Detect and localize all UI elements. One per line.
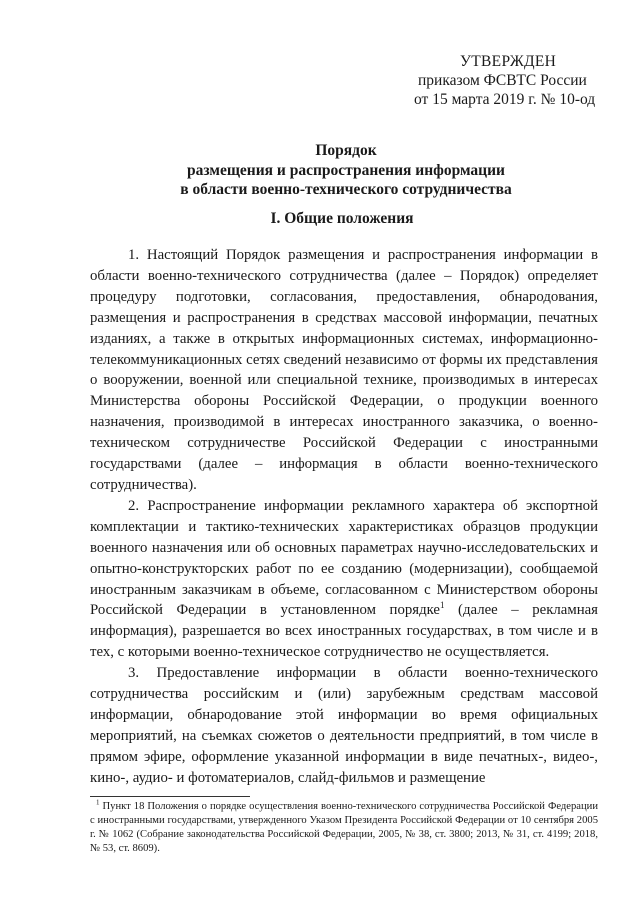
approval-order: приказом ФСВТС России <box>418 72 587 89</box>
document-title <box>0 141 640 200</box>
paragraph-3: 3. Предоставление информации в области военно-технического сотрудничества российским и (или) зарубежным средствам массовой информации, обнародование этой информации во время официальных мероприятий, на съемках сюжетов о деятельности предприятий, в том числе в прямом эфире, оформление указанной информации в виде печатных-, видео-, кино-, аудио- и фотоматериалов, слайд-фильмов и размещение <box>90 665 598 786</box>
paragraph-1: 1. Настоящий Порядок размещения и распространения информации в области военно-технического сотрудничества (далее – Порядок) определяет процедуру подготовки, согласования, предоставления, обнародования, размещения и распространения в средствах массовой информации, печатных изданиях, а также в открытых информационных системах, информационно-телекоммуникационных сетях сведений независимо от формы их представления о вооружении, военной или специальной технике, производимых в интересах Министерства обороны Российской Федерации, о продукции военного назначения, производимой в интересах иностранного заказчика, о военно-техническом сотрудничестве Российской Федерации с иностранными государствами (далее – информация в области военно-технического сотрудничества). <box>90 247 598 493</box>
document-body <box>90 245 598 789</box>
title-line-1: Порядок <box>315 142 377 159</box>
footnote-mark: 1 <box>96 798 100 807</box>
paragraph-2-text: 2. Распространение информации рекламного характера об экспортной комплектации и тактико-технических характеристиках образцов продукции военного назначения или об основных параметрах научно-исследовательских и опытно-конструкторских работ по ее созданию (модернизации), сообщаемой иностранным заказчикам в объеме, согласованном с Министерством обороны Российской Федерации в установленном порядке <box>90 497 598 619</box>
approval-heading: УТВЕРЖДЕН <box>460 53 557 70</box>
footnote-reference: 1 <box>440 600 445 611</box>
approval-date: от 15 марта 2019 г. № 10-од <box>414 91 596 108</box>
footnote <box>90 800 598 856</box>
section-heading: I. Общие положения <box>270 210 414 227</box>
footnote-divider <box>90 796 250 797</box>
title-line-3: в области военно-технического сотрудничества <box>180 181 512 198</box>
paragraph-2 <box>90 496 598 663</box>
footnote-text: Пункт 18 Положения о порядке осуществления военно-технического сотрудничества Российской Федерации с иностранными государствами, утвержденного Указом Президента Российской Федерации от 10 сентября 2005 г. № 1062 (Собрание законодательства Российской Федерации, 2005, № 38, ст. 3800; 2013, № 31, ст. 4199; 2018, № 53, ст. 8609). <box>90 801 598 854</box>
paragraph-2-text-cont: (далее – рекламная информация), разрешается во всех иностранных государствах, в том числе и в тех, с которыми военно-техническое сотрудничество не осуществляется. <box>90 602 598 661</box>
approval-stamp <box>414 52 595 109</box>
title-line-2: размещения и распространения информации <box>187 161 505 179</box>
